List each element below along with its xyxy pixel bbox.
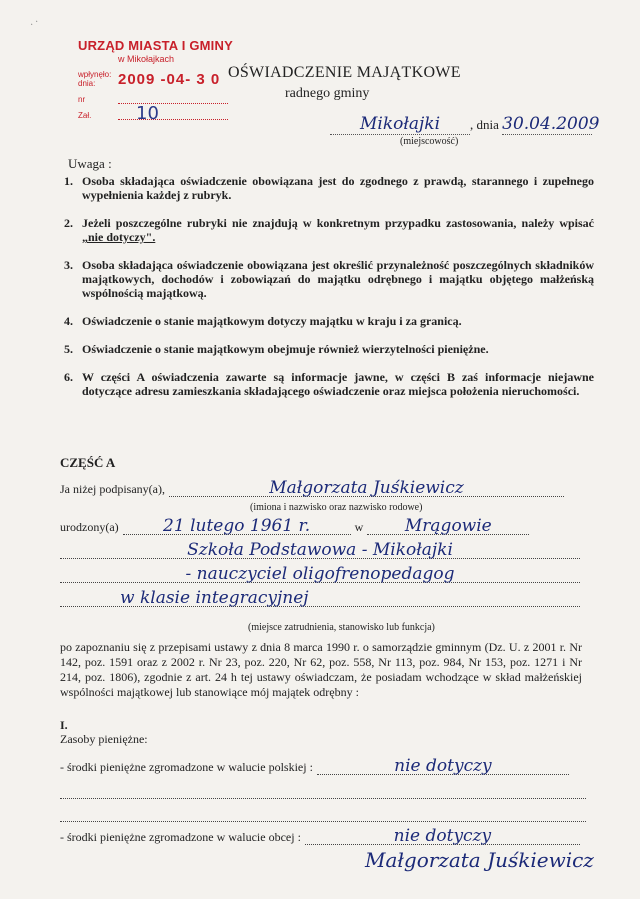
signed-row bbox=[60, 478, 564, 497]
list-item: 3. Osoba składająca oświadczenie obowiązana jest określić przynależność poszczególnych składników majątkowych, dochodów i zobowiązań do majątku odrębnego i majątku objętego małżeńską wspólnością majątkową. bbox=[64, 258, 594, 300]
employment-row-3 bbox=[60, 588, 580, 607]
place-date-row bbox=[330, 114, 630, 135]
registry-stamp bbox=[78, 38, 233, 124]
stamp-nr-line bbox=[118, 94, 228, 104]
date-value: 30.04.2009 bbox=[502, 114, 600, 134]
notes-list bbox=[64, 174, 594, 412]
stamp-received-date: 2009 -04- 3 0 bbox=[118, 71, 221, 88]
pln-label: - środki pieniężne zgromadzone w walucie polskiej : bbox=[60, 760, 313, 774]
place-value: Mikołajki bbox=[330, 114, 470, 135]
stamp-zal-label: Zał. bbox=[78, 111, 92, 120]
stamp-zal-value: 10 bbox=[136, 103, 159, 124]
list-item: 6. W części A oświadczenia zawarte są informacje jawne, w części B zaś informacje niejawne dotyczące adresu zamieszkania składającego oświadczenie oraz miejsca położenia nieruchomości. bbox=[64, 370, 594, 398]
foreign-value: nie dotyczy bbox=[393, 826, 492, 846]
employment-line-3: w klasie integracyjnej bbox=[120, 588, 309, 608]
born-row bbox=[60, 516, 529, 535]
declaration-paragraph: po zapoznaniu się z przepisami ustawy z dnia 8 marca 1990 r. o samorządzie gminnym (Dz. U. z 2001 r. Nr 142, poz. 1591 oraz z 2002 r. Nr 23, poz. 220, Nr 62, poz. 558, Nr 113, poz. 984, Nr 153, poz. 1271 i Nr 214, poz. 1806), zgodnie z art. 24 h tej ustawy oświadczam, że posiadam wchodzące w skład małżeńskiej wspólności majątkowej lub stanowiące mój majątek odrębny : bbox=[60, 640, 582, 699]
employment-row-1 bbox=[60, 540, 580, 559]
born-in-label: w bbox=[354, 520, 364, 534]
signed-label: Ja niżej podpisany(a), bbox=[60, 482, 165, 496]
born-place: Mrągowie bbox=[404, 516, 492, 536]
list-item: 5. Oświadczenie o stanie majątkowym obejmuje również wierzytelności pieniężne. bbox=[64, 342, 489, 356]
resources-heading: Zasoby pieniężne: bbox=[60, 732, 148, 746]
employment-row-2 bbox=[60, 564, 580, 583]
margin-mark: · · bbox=[27, 16, 42, 31]
stamp-nr-label: nr bbox=[78, 95, 86, 104]
list-item: 4. Oświadczenie o stanie majątkowym dotyczy majątku w kraju i za granicą. bbox=[64, 314, 462, 328]
handwritten-signature: Małgorzata Juśkiewicz bbox=[365, 848, 594, 872]
stamp-received-label: wpłynęło: dnia: bbox=[78, 70, 112, 88]
list-item: 2. Jeżeli poszczególne rubryki nie znajdują w konkretnym przypadku zastosowania, należy wpisać „nie dotyczy". bbox=[64, 216, 594, 244]
date-label: , dnia bbox=[470, 117, 499, 132]
document-title: OŚWIADCZENIE MAJĄTKOWE bbox=[228, 64, 461, 81]
blank-row-1 bbox=[60, 780, 586, 799]
document-subtitle: radnego gminy bbox=[285, 86, 370, 101]
name-caption: (imiona i nazwisko oraz nazwisko rodowe) bbox=[250, 502, 423, 513]
employment-line-1: Szkoła Podstawowa - Mikołajki bbox=[187, 540, 453, 560]
part-a-heading: CZĘŚĆ A bbox=[60, 455, 116, 470]
stamp-location: w Mikołajkach bbox=[118, 54, 175, 64]
stamp-zal-line bbox=[118, 103, 228, 124]
born-label: urodzony(a) bbox=[60, 520, 119, 534]
foreign-row bbox=[60, 826, 580, 845]
born-date: 21 lutego 1961 r. bbox=[163, 516, 311, 536]
place-caption: (miejscowość) bbox=[400, 136, 459, 147]
stamp-office: URZĄD MIASTA I GMINY bbox=[78, 38, 233, 53]
notes-heading: Uwaga : bbox=[68, 156, 112, 171]
blank-row-2 bbox=[60, 803, 586, 822]
quoted-phrase: „nie dotyczy". bbox=[82, 230, 156, 244]
pln-row bbox=[60, 756, 569, 775]
section-1-heading: I. bbox=[60, 718, 68, 732]
pln-value: nie dotyczy bbox=[394, 756, 492, 776]
foreign-label: - środki pieniężne zgromadzone w walucie obcej : bbox=[60, 830, 301, 844]
list-item: 1. Osoba składająca oświadczenie obowiązana jest do zgodnego z prawdą, starannego i zupełnego wypełnienia każdej z rubryk. bbox=[64, 174, 594, 202]
employment-line-2: - nauczyciel oligofrenopedagog bbox=[185, 564, 455, 584]
employment-caption: (miejsce zatrudnienia, stanowisko lub funkcja) bbox=[248, 622, 435, 633]
signed-value: Małgorzata Juśkiewicz bbox=[269, 478, 464, 498]
